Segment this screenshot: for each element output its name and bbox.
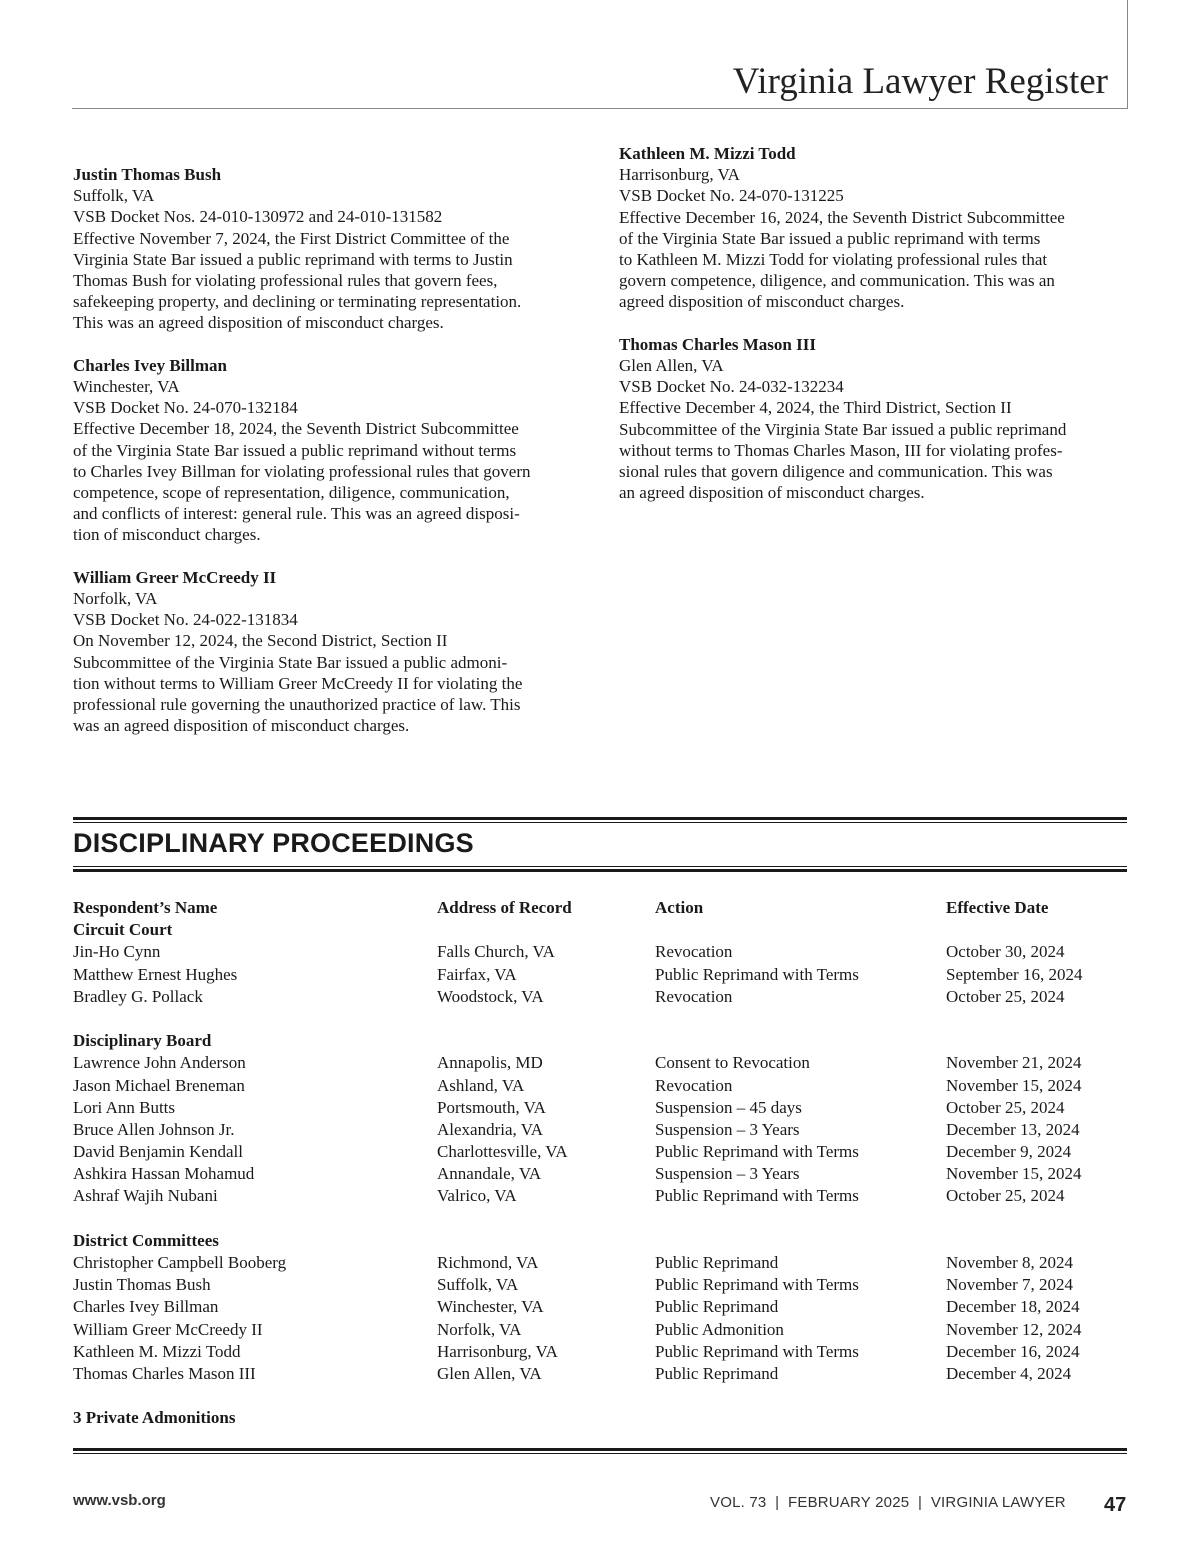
cell-effective-date: December 16, 2024 [946, 1341, 1080, 1361]
docket-number: VSB Docket No. 24-070-131225 [619, 186, 844, 206]
column-header-address: Address of Record [437, 898, 572, 917]
entry-text-line: to Kathleen M. Mizzi Todd for violating professional rules that [619, 250, 1048, 270]
cell-respondent-name: Ashkira Hassan Mohamud [73, 1164, 255, 1184]
cell-action: Revocation [655, 986, 733, 1006]
docket-number: VSB Docket Nos. 24-010-130972 and 24-010-131582 [73, 207, 443, 227]
cell-respondent-name: Lawrence John Anderson [73, 1053, 246, 1073]
table-row [73, 1185, 1127, 1207]
respondent-name: Thomas Charles Mason III [619, 334, 816, 354]
cell-action: Public Reprimand with Terms [655, 1186, 859, 1206]
table-header-row [73, 897, 1127, 919]
respondent-location: Suffolk, VA [73, 186, 155, 206]
entry-text-line: tion without terms to William Greer McCreedy II for violating the [73, 673, 523, 693]
entry-text-line: govern competence, diligence, and communication. This was an [619, 271, 1055, 291]
entry-text-line: competence, scope of representation, diligence, communication, [73, 483, 510, 503]
proceedings-bottom-rule-thick [73, 1448, 1127, 1451]
cell-address: Portsmouth, VA [437, 1097, 546, 1117]
cell-address: Winchester, VA [437, 1297, 544, 1317]
section-label: District Committees [73, 1230, 219, 1250]
entry-text-line: Effective December 18, 2024, the Seventh District Subcommittee [73, 419, 519, 439]
cell-action: Public Reprimand with Terms [655, 1341, 859, 1361]
table-row [73, 1319, 1127, 1341]
column-header-date: Effective Date [946, 898, 1049, 917]
entry-text-line: On November 12, 2024, the Second District, Section II [73, 631, 448, 651]
section-label-row [73, 919, 1127, 941]
table-row [73, 1052, 1127, 1074]
cell-effective-date: December 13, 2024 [946, 1119, 1080, 1139]
cell-respondent-name: William Greer McCreedy II [73, 1319, 263, 1339]
table-row [73, 1252, 1127, 1274]
cell-address: Norfolk, VA [437, 1319, 522, 1339]
reprimand-entry [73, 355, 593, 546]
cell-effective-date: October 25, 2024 [946, 986, 1065, 1006]
cell-effective-date: December 4, 2024 [946, 1363, 1072, 1383]
proceedings-title-rule-thin [73, 866, 1127, 867]
reprimand-entry [619, 334, 1139, 504]
entry-text-line: an agreed disposition of misconduct charges. [619, 483, 925, 503]
section-label-row [73, 1230, 1127, 1252]
entry-text-line: tion of misconduct charges. [73, 525, 261, 545]
entry-text-line: was an agreed disposition of misconduct charges. [73, 716, 410, 736]
section-label: Disciplinary Board [73, 1031, 212, 1051]
section-label-row [73, 1030, 1127, 1052]
respondent-location: Norfolk, VA [73, 589, 158, 609]
reprimand-entry [73, 164, 593, 334]
table-row [73, 1141, 1127, 1163]
cell-address: Annandale, VA [437, 1164, 542, 1184]
cell-respondent-name: Ashraf Wajih Nubani [73, 1186, 218, 1206]
respondent-location: Harrisonburg, VA [619, 165, 740, 185]
cell-effective-date: December 9, 2024 [946, 1142, 1072, 1162]
cell-effective-date: October 25, 2024 [946, 1097, 1065, 1117]
respondent-name: William Greer McCreedy II [73, 567, 277, 587]
entry-text-line: This was an agreed disposition of misconduct charges. [73, 313, 444, 333]
proceedings-title: DISCIPLINARY PROCEEDINGS [73, 828, 474, 858]
proceedings-title-rule-thick [73, 869, 1127, 872]
footer-issue-info: VOL. 73 | FEBRUARY 2025 | VIRGINIA LAWYER [710, 1494, 1066, 1511]
entry-text-line: of the Virginia State Bar issued a public reprimand with terms [619, 228, 1041, 248]
cell-respondent-name: Bradley G. Pollack [73, 986, 203, 1006]
column-header-action: Action [655, 898, 704, 917]
entry-text-line: without terms to Thomas Charles Mason, III for violating profes- [619, 440, 1063, 460]
entry-text-line: Subcommittee of the Virginia State Bar issued a public reprimand [619, 419, 1067, 439]
respondent-name: Justin Thomas Bush [73, 165, 222, 184]
entry-text-line: Effective December 16, 2024, the Seventh District Subcommittee [619, 207, 1065, 227]
table-row [73, 1097, 1127, 1119]
cell-respondent-name: Jason Michael Breneman [73, 1075, 245, 1095]
header-vertical-rule [1127, 0, 1128, 109]
footer-page-number: 47 [1104, 1494, 1127, 1516]
cell-respondent-name: Thomas Charles Mason III [73, 1363, 256, 1383]
cell-respondent-name: Bruce Allen Johnson Jr. [73, 1119, 235, 1139]
entry-text-line: to Charles Ivey Billman for violating professional rules that govern [73, 461, 531, 481]
cell-action: Public Reprimand with Terms [655, 964, 859, 984]
proceedings-table [73, 897, 1127, 1430]
table-row [73, 986, 1127, 1008]
proceedings-table-body [73, 919, 1127, 1429]
cell-address: Fairfax, VA [437, 964, 517, 984]
cell-address: Falls Church, VA [437, 942, 555, 962]
entry-text-line: sional rules that govern diligence and communication. This was [619, 462, 1053, 482]
cell-address: Ashland, VA [437, 1075, 525, 1095]
cell-action: Revocation [655, 942, 733, 962]
column-header-name: Respondent’s Name [73, 898, 218, 917]
entry-text-line: agreed disposition of misconduct charges. [619, 292, 905, 312]
cell-address: Annapolis, MD [437, 1053, 543, 1073]
cell-effective-date: September 16, 2024 [946, 964, 1083, 984]
cell-effective-date: November 15, 2024 [946, 1075, 1082, 1095]
footnote-row [73, 1407, 1127, 1429]
docket-number: VSB Docket No. 24-022-131834 [73, 610, 298, 630]
cell-action: Public Reprimand with Terms [655, 1142, 859, 1162]
cell-respondent-name: Charles Ivey Billman [73, 1297, 219, 1317]
respondent-name: Charles Ivey Billman [73, 355, 227, 375]
cell-effective-date: October 25, 2024 [946, 1186, 1065, 1206]
section-label: Circuit Court [73, 920, 173, 940]
cell-effective-date: November 21, 2024 [946, 1053, 1082, 1073]
table-row [73, 964, 1127, 986]
cell-action: Revocation [655, 1075, 733, 1095]
cell-address: Valrico, VA [437, 1186, 517, 1206]
cell-address: Charlottesville, VA [437, 1142, 568, 1162]
cell-address: Harrisonburg, VA [437, 1341, 558, 1361]
entry-text-line: Subcommittee of the Virginia State Bar issued a public admoni- [73, 652, 508, 672]
cell-effective-date: November 8, 2024 [946, 1253, 1074, 1272]
cell-action: Public Reprimand [655, 1297, 779, 1317]
cell-address: Suffolk, VA [437, 1275, 519, 1295]
cell-effective-date: December 18, 2024 [946, 1297, 1080, 1317]
cell-respondent-name: Matthew Ernest Hughes [73, 964, 238, 984]
reprimand-entry [73, 567, 593, 737]
page-header-title: Virginia Lawyer Register [732, 61, 1108, 102]
entry-text-line: Thomas Bush for violating professional rules that govern fees, [73, 271, 498, 291]
cell-effective-date: November 7, 2024 [946, 1275, 1074, 1295]
cell-respondent-name: Kathleen M. Mizzi Todd [73, 1341, 241, 1361]
table-row [73, 941, 1127, 963]
section-spacer [73, 1008, 1127, 1030]
section-spacer [73, 1385, 1127, 1407]
docket-number: VSB Docket No. 24-032-132234 [619, 377, 844, 397]
left-column-entries [73, 164, 593, 758]
footer-website: www.vsb.org [73, 1492, 166, 1509]
cell-respondent-name: Jin-Ho Cynn [73, 942, 161, 962]
entry-text-line: and conflicts of interest: general rule. This was an agreed disposi- [73, 504, 520, 524]
cell-action: Public Admonition [655, 1319, 784, 1339]
entry-text-line: Effective December 4, 2024, the Third District, Section II [619, 398, 1012, 418]
cell-address: Alexandria, VA [437, 1119, 544, 1139]
cell-effective-date: November 12, 2024 [946, 1319, 1082, 1339]
right-column-entries [619, 143, 1139, 525]
table-row [73, 1296, 1127, 1318]
entry-text-line: Virginia State Bar issued a public reprimand with terms to Justin [73, 249, 513, 269]
table-row [73, 1341, 1127, 1363]
entry-text-line: professional rule governing the unauthorized practice of law. This [73, 695, 521, 715]
entry-text-line: Effective November 7, 2024, the First District Committee of the [73, 228, 510, 248]
cell-action: Public Reprimand [655, 1363, 779, 1383]
cell-action: Consent to Revocation [655, 1053, 810, 1073]
proceedings-top-rule-thick [73, 817, 1127, 820]
cell-effective-date: November 15, 2024 [946, 1164, 1082, 1184]
cell-respondent-name: Christopher Campbell Booberg [73, 1253, 287, 1272]
header-rule [72, 108, 1128, 109]
respondent-location: Winchester, VA [73, 377, 180, 397]
reprimand-entry [619, 143, 1139, 313]
cell-action: Public Reprimand with Terms [655, 1275, 859, 1295]
cell-effective-date: October 30, 2024 [946, 942, 1065, 962]
cell-action: Suspension – 45 days [655, 1097, 802, 1117]
table-row [73, 1363, 1127, 1385]
table-row [73, 1163, 1127, 1185]
respondent-location: Glen Allen, VA [619, 356, 724, 376]
entry-text-line: safekeeping property, and declining or terminating representation. [73, 292, 522, 312]
section-spacer [73, 1208, 1127, 1230]
cell-action: Suspension – 3 Years [655, 1164, 800, 1184]
docket-number: VSB Docket No. 24-070-132184 [73, 398, 298, 418]
table-row [73, 1075, 1127, 1097]
private-admonitions-note: 3 Private Admonitions [73, 1408, 236, 1428]
cell-respondent-name: Lori Ann Butts [73, 1097, 176, 1117]
table-row [73, 1119, 1127, 1141]
cell-action: Suspension – 3 Years [655, 1119, 800, 1139]
cell-address: Richmond, VA [437, 1253, 539, 1272]
table-row [73, 1274, 1127, 1296]
proceedings-top-rule-thin [73, 822, 1127, 823]
cell-respondent-name: Justin Thomas Bush [73, 1275, 211, 1295]
proceedings-bottom-rule-thin [73, 1453, 1127, 1454]
cell-address: Woodstock, VA [437, 986, 544, 1006]
respondent-name: Kathleen M. Mizzi Todd [619, 144, 796, 163]
cell-address: Glen Allen, VA [437, 1363, 542, 1383]
entry-text-line: of the Virginia State Bar issued a public reprimand without terms [73, 440, 517, 460]
cell-respondent-name: David Benjamin Kendall [73, 1142, 243, 1162]
cell-action: Public Reprimand [655, 1253, 779, 1272]
